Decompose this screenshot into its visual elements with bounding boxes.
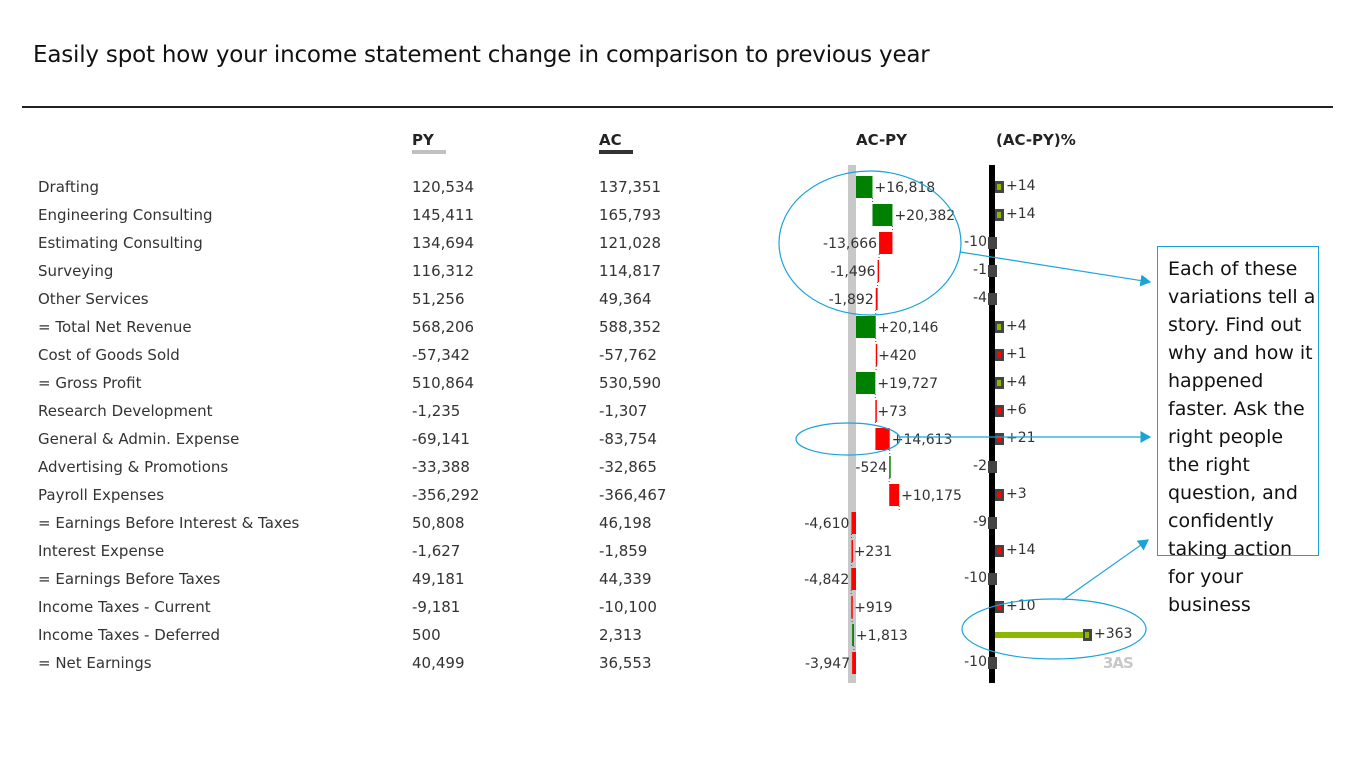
pct-pin-head: [988, 573, 997, 585]
pct-label: +21: [1006, 430, 1036, 446]
ac-value: 588,352: [599, 318, 662, 336]
py-value: 49,181: [412, 570, 465, 588]
variance-bar: [889, 484, 899, 506]
variance-label: +20,382: [894, 208, 956, 224]
py-value: -33,388: [412, 458, 470, 476]
variance-bar: [872, 204, 892, 226]
variance-label: -1,892: [828, 292, 874, 308]
ac-value: -1,859: [599, 542, 648, 560]
variance-label: +919: [854, 600, 893, 616]
py-value: 510,864: [412, 374, 475, 392]
row-label: Drafting: [38, 178, 100, 196]
ac-value: -32,865: [599, 458, 657, 476]
variance-label: -13,666: [823, 236, 878, 252]
py-value: 134,694: [412, 234, 475, 252]
pct-pin-head: [988, 461, 997, 473]
ac-value: -366,467: [599, 486, 667, 504]
page-title: Easily spot how your income statement change in comparison to previous year: [33, 42, 930, 68]
pct-pin-core: [997, 324, 1001, 330]
row-label: General & Admin. Expense: [38, 430, 240, 448]
variance-bar: [876, 344, 878, 366]
row-label: Advertising & Promotions: [38, 458, 229, 476]
pct-pin-head: [988, 293, 997, 305]
row-label: Interest Expense: [38, 542, 165, 560]
variance-label: -1,496: [830, 264, 876, 280]
py-value: -69,141: [412, 430, 470, 448]
pct-pin-core: [1085, 632, 1089, 638]
variance-label: +1,813: [855, 628, 908, 644]
py-value: 568,206: [412, 318, 475, 336]
pct-pin-head: [988, 657, 997, 669]
row-label: Other Services: [38, 290, 149, 308]
row-label: Estimating Consulting: [38, 234, 203, 252]
pct-label: +3: [1006, 486, 1027, 502]
ac-value: -83,754: [599, 430, 657, 448]
variance-bar: [851, 568, 856, 590]
pct-pin-core: [997, 380, 1001, 386]
pct-pin-core: [997, 492, 1001, 498]
header-variance-pct: (AC-PY)%: [996, 131, 1076, 149]
row-label: = Gross Profit: [38, 374, 142, 392]
variance-bar: [856, 372, 875, 394]
pct-pin-head: [988, 237, 997, 249]
logo: 3AS: [1103, 654, 1133, 672]
ac-value: 165,793: [599, 206, 662, 224]
py-value: -1,627: [412, 542, 461, 560]
ac-value: 137,351: [599, 178, 662, 196]
ac-value: -10,100: [599, 598, 657, 616]
header-ac: AC: [599, 131, 622, 149]
pct-label: +10: [1006, 598, 1036, 614]
row-label: = Earnings Before Interest & Taxes: [38, 514, 300, 532]
ac-value: 114,817: [599, 262, 662, 280]
variance-label: +20,146: [877, 320, 939, 336]
py-value: -9,181: [412, 598, 461, 616]
py-value: -57,342: [412, 346, 470, 364]
pct-label: +363: [1094, 626, 1133, 642]
py-value: -356,292: [412, 486, 480, 504]
variance-label: -524: [855, 460, 888, 476]
variance-bar: [876, 288, 878, 310]
variance-bar: [879, 232, 892, 254]
variance-label: +19,727: [877, 376, 939, 392]
ac-value: -1,307: [599, 402, 648, 420]
row-label: = Total Net Revenue: [38, 318, 192, 336]
variance-label: +73: [877, 404, 907, 420]
pct-pin-core: [997, 352, 1001, 358]
arrow-deferred: [1063, 540, 1148, 600]
pct-pin-head: [988, 517, 997, 529]
row-label: Surveying: [38, 262, 114, 280]
variance-label: +10,175: [901, 488, 962, 504]
ac-value: 36,553: [599, 654, 652, 672]
row-label: Payroll Expenses: [38, 486, 165, 504]
variance-bar: [889, 456, 891, 478]
pct-label: -10: [964, 234, 987, 250]
row-label: Income Taxes - Current: [38, 598, 211, 616]
ac-value: 121,028: [599, 234, 662, 252]
py-value: 116,312: [412, 262, 475, 280]
pct-label: +6: [1006, 402, 1027, 418]
variance-label: -4,842: [804, 572, 850, 588]
variance-label: +231: [853, 544, 893, 560]
py-value: -1,235: [412, 402, 461, 420]
py-value: 40,499: [412, 654, 465, 672]
variance-bar: [852, 624, 854, 646]
row-label: = Net Earnings: [38, 654, 152, 672]
py-value: 50,808: [412, 514, 465, 532]
header-variance: AC-PY: [856, 131, 908, 149]
pct-label: -10: [964, 654, 987, 670]
ac-value: 44,339: [599, 570, 652, 588]
variance-bar: [852, 652, 856, 674]
py-value: 145,411: [412, 206, 475, 224]
py-value: 120,534: [412, 178, 475, 196]
pct-label: +14: [1006, 178, 1036, 194]
pct-label: +14: [1006, 542, 1036, 558]
row-label: Engineering Consulting: [38, 206, 213, 224]
pct-pin-head: [988, 265, 997, 277]
pct-label: +14: [1006, 206, 1036, 222]
row-label: Cost of Goods Sold: [38, 346, 180, 364]
variance-label: +14,613: [891, 432, 953, 448]
ac-value: 49,364: [599, 290, 652, 308]
variance-bar: [851, 596, 853, 618]
variance-bar: [878, 260, 880, 282]
variance-label: +420: [878, 348, 917, 364]
variance-bar: [851, 512, 856, 534]
ac-value: 2,313: [599, 626, 642, 644]
row-label: Income Taxes - Deferred: [38, 626, 221, 644]
pct-pin-core: [997, 212, 1001, 218]
callout-box: Each of these variations tell a story. Find out why and how it happened faster. Ask the right people the right question, and confidently taking action for your business: [1157, 246, 1319, 556]
pct-label: -9: [973, 514, 987, 530]
pct-label: -1: [973, 262, 987, 278]
pct-label: -2: [973, 458, 987, 474]
pct-label: +4: [1006, 374, 1027, 390]
header-py: PY: [412, 131, 434, 149]
ac-value: 530,590: [599, 374, 662, 392]
pct-label: -10: [964, 570, 987, 586]
variance-bar: [856, 176, 872, 198]
variance-label: -3,947: [804, 656, 851, 672]
pct-pin-core: [997, 408, 1001, 414]
ac-value: 46,198: [599, 514, 652, 532]
pct-pin-core: [997, 548, 1001, 554]
variance-label: +16,818: [874, 180, 936, 196]
pct-pin-core: [997, 184, 1001, 190]
py-value: 500: [412, 626, 441, 644]
pct-label: +1: [1006, 346, 1027, 362]
ac-value: -57,762: [599, 346, 657, 364]
pct-label: -4: [973, 290, 987, 306]
pct-label: +4: [1006, 318, 1027, 334]
pct-bar: [995, 632, 1083, 638]
variance-bar: [875, 428, 889, 450]
variance-label: -4,610: [804, 516, 850, 532]
py-value: 51,256: [412, 290, 465, 308]
variance-bar: [856, 316, 876, 338]
row-label: Research Development: [38, 402, 213, 420]
row-label: = Earnings Before Taxes: [38, 570, 221, 588]
